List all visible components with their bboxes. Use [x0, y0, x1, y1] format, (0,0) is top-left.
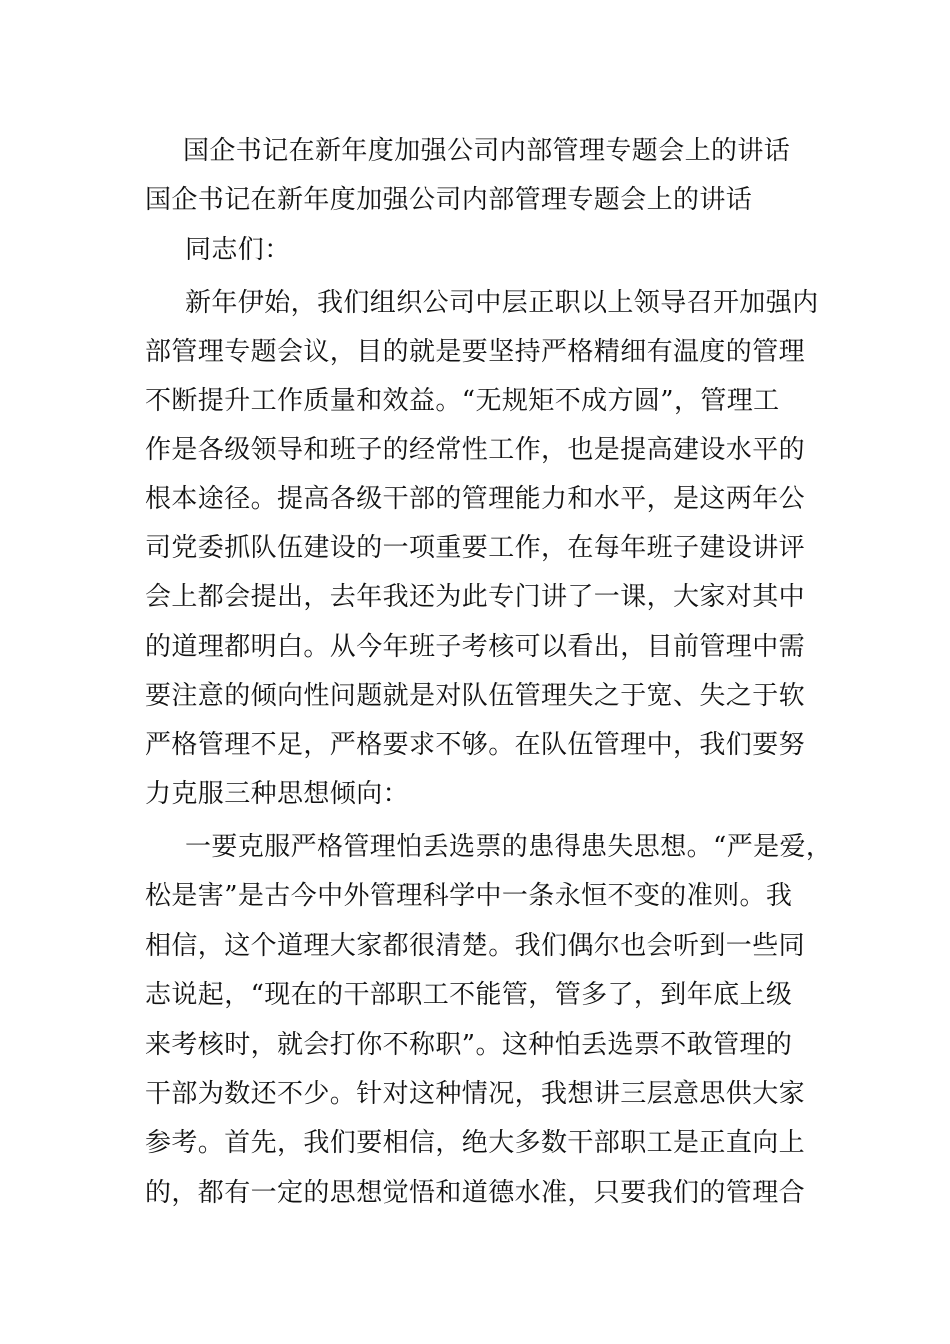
paragraph-2-line: 参考。首先，我们要相信，绝大多数干部职工是正直向上 [145, 1128, 806, 1158]
paragraph-1-line: 不断提升工作质量和效益。“无规矩不成方圆”，管理工 [145, 386, 780, 416]
paragraph-2-line: 干部为数还不少。针对这种情况，我想讲三层意思供大家 [145, 1079, 806, 1109]
paragraph-2-line: 一要克服严格管理怕丢选票的患得患失思想。“严是爱， [185, 832, 833, 862]
paragraph-1-line: 严格管理不足，严格要求不够。在队伍管理中，我们要努 [145, 730, 806, 760]
paragraph-1-line: 的道理都明白。从今年班子考核可以看出，目前管理中需 [145, 632, 806, 662]
document-title: 国企书记在新年度加强公司内部管理专题会上的讲话 [183, 136, 791, 166]
paragraph-1-line: 作是各级领导和班子的经常性工作，也是提高建设水平的 [145, 435, 806, 465]
greeting: 同志们： [185, 235, 291, 265]
paragraph-1-line: 力克服三种思想倾向： [145, 779, 410, 809]
paragraph-1-line: 要注意的倾向性问题就是对队伍管理失之于宽、失之于软 [145, 681, 806, 711]
paragraph-2-line: 相信，这个道理大家都很清楚。我们偶尔也会听到一些同 [145, 931, 806, 961]
document-title-repeat: 国企书记在新年度加强公司内部管理专题会上的讲话 [145, 185, 753, 215]
paragraph-2-line: 的，都有一定的思想觉悟和道德水准，只要我们的管理合 [145, 1178, 806, 1208]
paragraph-2-line: 松是害”是古今中外管理科学中一条永恒不变的准则。我 [145, 881, 793, 911]
paragraph-1-line: 司党委抓队伍建设的一项重要工作，在每年班子建设讲评 [145, 533, 806, 563]
paragraph-2-line: 志说起，“现在的干部职工不能管，管多了，到年底上级 [145, 980, 793, 1010]
paragraph-1-line: 会上都会提出，去年我还为此专门讲了一课，大家对其中 [145, 582, 806, 612]
paragraph-2-line: 来考核时，就会打你不称职”。这种怕丢选票不敢管理的 [145, 1030, 793, 1060]
paragraph-1-line: 部管理专题会议，目的就是要坚持严格精细有温度的管理 [145, 337, 806, 367]
paragraph-1-line: 新年伊始，我们组织公司中层正职以上领导召开加强内 [185, 288, 819, 318]
paragraph-1-line: 根本途径。提高各级干部的管理能力和水平，是这两年公 [145, 484, 806, 514]
